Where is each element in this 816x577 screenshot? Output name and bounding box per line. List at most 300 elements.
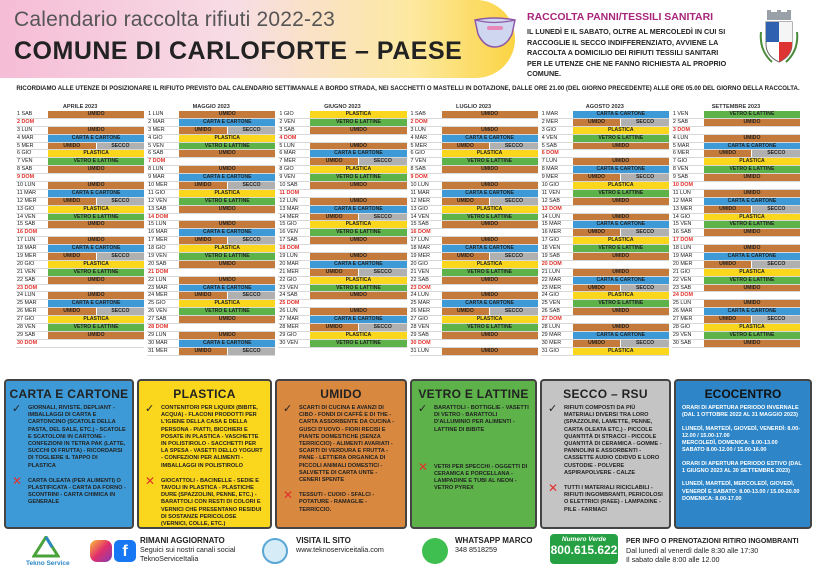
collection-secco: SECCO (621, 340, 669, 347)
legend-ecocentro (674, 379, 812, 529)
collection-umido: UMIDO (704, 316, 752, 323)
social-heading: RIMANI AGGIORNATO (140, 536, 225, 545)
day-row (541, 214, 669, 222)
collection-umido: UMIDO (442, 221, 538, 228)
search-icon[interactable] (262, 538, 288, 564)
info-line1: Dal lunedì al venerdì dalle 8:30 alle 17:30 (626, 546, 759, 555)
day-label: 15 SAB (17, 221, 36, 228)
day-label: 6 GIO (17, 150, 32, 157)
month-header: APRILE 2023 (62, 104, 98, 110)
collection-vetro-e-lattine: VETRO E LATTINE (704, 332, 800, 339)
day-row (672, 237, 800, 245)
panni-body: IL LUNEDÌ E IL SABATO, OLTRE AL MERCOLEDÌ IN CUI SI RACCOGLIE IL SECCO INDIFFERENZIATO, AVVIENE LA RACCOLTA A DOMICILIO DEI RIFIUTI TESSILI SANITARI PER LE UTENZE CHE NE FANNO RICHIESTA AL PROPRIO COMUNE. (527, 27, 727, 78)
day-row (672, 324, 800, 332)
day-label: 13 SAB (148, 205, 167, 212)
collection-umido: UMIDO (573, 308, 669, 315)
month-header: AGOSTO 2023 (585, 104, 624, 110)
eco-winter-line1: LUNEDÌ, MARTEDÌ, GIOVEDÌ, VENERDÌ: 8.00-12.00 / 15.00-17.00 (682, 425, 800, 439)
day-label: 24 GIO (541, 292, 560, 299)
day-label: 10 LUN (410, 182, 429, 189)
day-row (541, 150, 669, 158)
check-icon: ✓ (145, 403, 155, 415)
day-row (16, 111, 144, 119)
facebook-icon[interactable]: f (114, 540, 136, 562)
day-row (16, 308, 144, 316)
collection-plastica: PLASTICA (48, 150, 144, 157)
day-label: 9 MAR (148, 174, 165, 181)
day-label: 20 SAB (148, 260, 167, 267)
check-icon: ✓ (418, 403, 428, 415)
day-row (16, 261, 144, 269)
day-label: 24 SAB (279, 292, 298, 299)
instagram-icon[interactable] (90, 540, 112, 562)
collection-umido: UMIDO (48, 237, 144, 244)
day-label: 12 MER (410, 197, 430, 204)
day-label: 20 GIO (410, 260, 428, 267)
collection-vetro-e-lattine: VETRO E LATTINE (704, 111, 800, 118)
collection-umido: UMIDO (179, 261, 275, 268)
collection-umido: UMIDO (310, 292, 406, 299)
collection-vetro-e-lattine: VETRO E LATTINE (442, 158, 538, 165)
whatsapp-icon[interactable] (422, 538, 448, 564)
collection-umido: UMIDO (48, 143, 96, 150)
day-row (278, 316, 406, 324)
day-row (410, 182, 538, 190)
eco-winter-line2: MERCOLEDÌ, DOMENICA: 8.00-13.00 (682, 440, 778, 447)
collection-umido: UMIDO (310, 324, 358, 331)
collection-plastica: PLASTICA (179, 135, 275, 142)
day-row (147, 174, 275, 182)
day-row (278, 277, 406, 285)
day-row (541, 316, 669, 324)
day-label: 3 DOM (672, 126, 690, 133)
collection-umido: UMIDO (179, 182, 227, 189)
day-row (541, 198, 669, 206)
day-row (16, 182, 144, 190)
cross-icon: ✕ (145, 473, 156, 488)
collection-umido: UMIDO (442, 237, 538, 244)
day-label: 16 VEN (279, 229, 298, 236)
collection-umido: UMIDO (704, 206, 752, 213)
collection-secco: SECCO (621, 285, 669, 292)
day-row (410, 174, 538, 182)
day-label: 14 VEN (410, 213, 430, 220)
day-row (278, 237, 406, 245)
day-label: 2 MER (541, 118, 559, 125)
day-row (541, 135, 669, 143)
day-label: 22 LUN (148, 276, 167, 283)
day-label: 14 DOM (148, 213, 169, 220)
day-label: 18 MAR (410, 245, 430, 252)
legend-umido-yes: SCARTI DI CUCINA E AVANZI DI CIBO - FONDI DI CAFFÈ E DI THE - CARTA ASSORBENTE DA CUCINA - GUSCI D'UOVO - FIORI RECISI E PIANTE DOMESTICHE (SENZA TERRICCIO) - ALIMENTI AVARIATI - SCARTI DI VERDURA E FRUTTA - PANE - LETTIERA ORGANICA DI PICCOLI ANIMALI DOMESTICI - SALVIETTE DI CARTA UNTE - CENERI SPENTE (299, 405, 395, 484)
day-row (672, 198, 800, 206)
brand-logo: Tekno Service (26, 560, 70, 567)
day-row (147, 277, 275, 285)
collection-vetro-e-lattine: VETRO E LATTINE (179, 198, 275, 205)
day-label: 24 LUN (410, 292, 429, 299)
collection-umido: UMIDO (179, 206, 275, 213)
day-row (410, 245, 538, 253)
collection-carta-e-cartone: CARTA E CARTONE (310, 206, 406, 213)
collection-umido: UMIDO (704, 340, 800, 347)
day-label: 29 VEN (672, 331, 692, 338)
collection-umido: UMIDO (48, 332, 144, 339)
day-label: 22 GIO (279, 276, 297, 283)
month-column (672, 103, 800, 358)
collection-carta-e-cartone: CARTA E CARTONE (48, 135, 144, 142)
collection-umido: UMIDO (442, 127, 538, 134)
collection-umido: UMIDO (48, 182, 144, 189)
collection-carta-e-cartone: CARTA E CARTONE (310, 261, 406, 268)
numero-verde-badge[interactable] (550, 534, 618, 564)
day-label: 23 MER (541, 284, 562, 291)
day-row (410, 300, 538, 308)
day-label: 26 MER (410, 308, 430, 315)
day-row (16, 135, 144, 143)
day-row (147, 198, 275, 206)
collection-plastica: PLASTICA (704, 269, 800, 276)
day-label: 14 GIO (672, 213, 691, 220)
collection-carta-e-cartone: CARTA E CARTONE (442, 190, 538, 197)
collection-umido: UMIDO (442, 332, 538, 339)
whatsapp-number[interactable]: 348 8518259 (455, 545, 497, 554)
day-label: 23 MAR (148, 284, 168, 291)
day-label: 27 GIO (17, 316, 35, 323)
collection-umido: UMIDO (442, 277, 538, 284)
collection-plastica: PLASTICA (442, 261, 538, 268)
day-row (410, 269, 538, 277)
day-row (541, 166, 669, 174)
collection-carta-e-cartone: CARTA E CARTONE (573, 111, 669, 118)
day-row (672, 214, 800, 222)
day-row (16, 127, 144, 135)
day-row (410, 166, 538, 174)
collection-umido: UMIDO (573, 143, 669, 150)
day-label: 8 GIO (279, 166, 294, 173)
day-row (672, 300, 800, 308)
collection-vetro-e-lattine: VETRO E LATTINE (48, 214, 144, 221)
day-row (672, 292, 800, 300)
collection-umido: UMIDO (573, 158, 669, 165)
collection-carta-e-cartone: CARTA E CARTONE (179, 229, 275, 236)
collection-plastica: PLASTICA (310, 221, 406, 228)
day-row (278, 135, 406, 143)
placement-notice: RICORDIAMO ALLE UTENZE DI POSIZIONARE IL RIFIUTO PREVISTO DAL CALENDARIO SETTIMANALE A BORDO STRADA, NEI SACCHETTI O MASTELLI IN DOTAZIONE, DALLE ORE 21.00 (DEL GIORNO PRECEDENTE) ALLE ORE 05.00 DEL GIORNO DELLA RACCOLTA. (16, 85, 800, 92)
collection-umido: UMIDO (573, 174, 621, 181)
day-label: 7 VEN (17, 158, 33, 165)
day-row (410, 158, 538, 166)
collection-umido: UMIDO (310, 308, 406, 315)
day-row (541, 182, 669, 190)
day-row (147, 340, 275, 348)
collection-umido: UMIDO (48, 111, 144, 118)
collection-umido: UMIDO (573, 229, 621, 236)
collection-vetro-e-lattine: VETRO E LATTINE (48, 269, 144, 276)
legend-umido-title: UMIDO (320, 387, 362, 401)
day-label: 1 GIO (279, 111, 294, 117)
site-block (296, 536, 384, 554)
day-row (672, 221, 800, 229)
collection-vetro-e-lattine: VETRO E LATTINE (310, 285, 406, 292)
day-row (16, 214, 144, 222)
day-label: 20 DOM (541, 260, 562, 267)
day-label: 17 SAB (279, 237, 298, 244)
day-label: 28 VEN (410, 324, 430, 331)
day-label: 2 SAB (672, 118, 689, 125)
day-label: 12 MAR (672, 197, 693, 204)
month-header: LUGLIO 2023 (456, 104, 492, 110)
eco-summer-line1: LUNEDÌ, MARTEDÌ, MERCOLEDÌ, GIOVEDÌ, VENERDÌ E SABATO: 8.00-13.00 / 15.00-20.00 (682, 481, 800, 495)
day-label: 28 DOM (148, 324, 169, 331)
day-label: 20 GIO (17, 260, 35, 267)
eco-summer-heading: ORARI DI APERTURA PERIODO ESTIVO (DAL 1 GIUGNO 2023 AL 30 SETTEMBRE 2023) (682, 460, 802, 475)
day-label: 25 VEN (541, 300, 561, 307)
collection-umido: UMIDO (573, 214, 669, 221)
day-label: 5 MAR (672, 142, 690, 149)
collection-carta-e-cartone: CARTA E CARTONE (573, 221, 669, 228)
day-row (278, 261, 406, 269)
day-label: 16 DOM (410, 229, 431, 236)
collection-umido: UMIDO (48, 253, 96, 260)
day-row (278, 332, 406, 340)
day-label: 4 LUN (672, 134, 689, 141)
collection-plastica: PLASTICA (573, 182, 669, 189)
day-row (541, 245, 669, 253)
day-label: 10 GIO (541, 182, 560, 189)
info-block (626, 536, 799, 564)
legend-umido (275, 379, 407, 529)
collection-plastica: PLASTICA (179, 300, 275, 307)
day-label: 19 MER (410, 253, 430, 260)
day-label: 8 SAB (17, 166, 33, 173)
collection-umido: UMIDO (704, 119, 800, 126)
collection-vetro-e-lattine: VETRO E LATTINE (704, 166, 800, 173)
day-row (410, 198, 538, 206)
cross-icon: ✕ (12, 473, 23, 488)
day-row (278, 292, 406, 300)
day-row (278, 221, 406, 229)
day-row (672, 158, 800, 166)
day-label: 1 SAB (17, 111, 33, 117)
day-label: 11 MAR (17, 189, 37, 196)
day-row (410, 308, 538, 316)
day-label: 31 MER (148, 347, 168, 354)
day-row (541, 143, 669, 151)
collection-umido: UMIDO (310, 237, 406, 244)
legend-secco-title: SECCO – RSU (563, 387, 648, 401)
day-row (147, 221, 275, 229)
collection-umido: UMIDO (573, 285, 621, 292)
collection-secco: SECCO (359, 158, 407, 165)
collection-umido: UMIDO (573, 119, 621, 126)
collection-umido: UMIDO (179, 316, 275, 323)
day-row (16, 198, 144, 206)
collection-umido: UMIDO (442, 111, 538, 118)
day-label: 28 VEN (17, 324, 36, 331)
day-row (410, 119, 538, 127)
collection-umido: UMIDO (310, 158, 358, 165)
collection-secco: SECCO (490, 253, 538, 260)
collection-vetro-e-lattine: VETRO E LATTINE (310, 174, 406, 181)
day-label: 27 GIO (410, 316, 428, 323)
day-label: 23 SAB (672, 284, 692, 291)
day-row (278, 198, 406, 206)
day-label: 3 SAB (279, 126, 295, 133)
day-row (672, 182, 800, 190)
collection-plastica: PLASTICA (704, 324, 800, 331)
day-row (16, 174, 144, 182)
numero-verde-number: 800.615.622 (550, 543, 618, 557)
day-row (410, 316, 538, 324)
day-row (147, 143, 275, 151)
site-url[interactable]: www.teknoserviceitalia.com (296, 545, 384, 554)
day-label: 1 VEN (672, 111, 689, 117)
day-row (410, 261, 538, 269)
day-label: 17 LUN (410, 237, 429, 244)
eco-winter-heading: ORARI DI APERTURA PERIODO INVERNALE (DAL 1 OTTOBRE 2022 AL 31 MAGGIO 2023) (682, 405, 799, 419)
collection-carta-e-cartone: CARTA E CARTONE (573, 277, 669, 284)
collection-vetro-e-lattine: VETRO E LATTINE (310, 229, 406, 236)
day-row (541, 190, 669, 198)
month-column (278, 103, 406, 358)
day-label: 9 MER (541, 174, 559, 181)
day-label: 7 DOM (148, 158, 166, 165)
day-label: 3 MER (148, 126, 165, 133)
day-row (541, 127, 669, 135)
day-label: 27 DOM (541, 316, 562, 323)
day-label: 15 SAB (410, 221, 429, 228)
day-row (672, 340, 800, 348)
day-label: 5 LUN (279, 142, 295, 149)
collection-plastica: PLASTICA (48, 206, 144, 213)
day-row (278, 214, 406, 222)
day-label: 14 VEN (17, 213, 36, 220)
day-label: 8 MAR (541, 166, 559, 173)
collection-secco: SECCO (752, 316, 800, 323)
day-label: 2 VEN (279, 118, 295, 125)
day-label: 22 SAB (17, 276, 36, 283)
day-label: 22 VEN (672, 276, 692, 283)
collection-secco: SECCO (228, 182, 276, 189)
waste-legend (4, 379, 812, 529)
day-label: 21 VEN (17, 268, 36, 275)
day-row (410, 190, 538, 198)
day-row (278, 143, 406, 151)
day-row (541, 229, 669, 237)
collection-umido: UMIDO (704, 190, 800, 197)
day-label: 6 GIO (410, 150, 425, 157)
day-label: 31 LUN (410, 347, 429, 354)
day-row (16, 300, 144, 308)
collection-umido: UMIDO (48, 221, 144, 228)
social-handle[interactable]: TeknoServiceItalia (140, 554, 199, 563)
day-label: 9 SAB (672, 174, 689, 181)
panni-heading: RACCOLTA PANNI/TESSILI SANITARI (527, 11, 714, 23)
day-row (410, 237, 538, 245)
day-row (541, 158, 669, 166)
day-row (278, 285, 406, 293)
day-label: 21 GIO (672, 268, 691, 275)
collection-plastica: PLASTICA (573, 348, 669, 355)
collection-vetro-e-lattine: VETRO E LATTINE (179, 253, 275, 260)
info-line2: Il sabato dalle 8:00 alle 12.00 (626, 555, 720, 564)
collection-plastica: PLASTICA (573, 127, 669, 134)
collection-carta-e-cartone: CARTA E CARTONE (179, 340, 275, 347)
legend-carta-yes: GIORNALI, RIVISTE, DEPLIANT - IMBALLAGGI DI CARTA E CARTONCINO (SCATOLE DELLA PASTA, DEL SALE, ETC.) - SCATOLE E SCATOLONI IN CARTONE - CONFEZIONI IN TETRA PAK (LATTE, SUCCHI DI FRUTTA) - RICORDARSI DI TOGLIERE IL TAPPO DI PLASTICA (28, 405, 126, 469)
collection-plastica: PLASTICA (179, 245, 275, 252)
day-label: 29 SAB (410, 331, 429, 338)
collection-vetro-e-lattine: VETRO E LATTINE (48, 324, 144, 331)
collection-secco: SECCO (621, 229, 669, 236)
month-column (16, 103, 144, 358)
cross-icon: ✕ (283, 488, 294, 503)
day-row (672, 190, 800, 198)
day-label: 13 DOM (541, 205, 562, 212)
day-row (278, 206, 406, 214)
municipal-crest-icon (758, 10, 800, 66)
day-row (16, 269, 144, 277)
day-label: 9 DOM (410, 174, 428, 181)
day-label: 24 DOM (672, 292, 693, 299)
day-label: 9 DOM (17, 174, 35, 181)
day-label: 18 VEN (541, 245, 561, 252)
day-label: 23 DOM (410, 284, 431, 291)
day-row (672, 269, 800, 277)
day-row (16, 285, 144, 293)
day-row (147, 308, 275, 316)
day-label: 26 VEN (148, 308, 167, 315)
collection-secco: SECCO (359, 324, 407, 331)
day-row (278, 119, 406, 127)
day-row (147, 237, 275, 245)
day-label: 6 MER (672, 150, 690, 157)
collection-secco: SECCO (752, 206, 800, 213)
day-label: 11 LUN (672, 189, 691, 196)
collection-vetro-e-lattine: VETRO E LATTINE (179, 143, 275, 150)
day-label: 24 MER (148, 292, 168, 299)
day-label: 16 MAR (148, 229, 168, 236)
recycle-logo-icon (32, 536, 60, 558)
day-row (278, 245, 406, 253)
day-row (410, 135, 538, 143)
collection-carta-e-cartone: CARTA E CARTONE (310, 150, 406, 157)
day-row (278, 127, 406, 135)
collection-umido: UMIDO (310, 182, 406, 189)
legend-carta-no: CARTA OLEATA (PER ALIMENTI) O PLASTIFICATA - CARTA DA FORNO - SCONTRINI - CARTA CHIMICA IN GENERALE (28, 477, 126, 506)
collection-umido: UMIDO (442, 348, 538, 355)
collection-umido: UMIDO (179, 332, 275, 339)
day-row (147, 229, 275, 237)
collection-plastica: PLASTICA (442, 316, 538, 323)
day-label: 7 LUN (541, 158, 557, 165)
collection-umido: UMIDO (442, 166, 538, 173)
day-label: 28 MER (279, 324, 299, 331)
collection-secco: SECCO (490, 143, 538, 150)
day-label: 13 MAR (279, 205, 299, 212)
collection-secco: SECCO (97, 143, 145, 150)
collection-umido: UMIDO (704, 245, 800, 252)
collection-secco: SECCO (228, 348, 276, 355)
day-row (672, 277, 800, 285)
day-label: 16 MER (541, 229, 562, 236)
day-label: 11 DOM (279, 189, 300, 196)
day-row (147, 332, 275, 340)
day-label: 21 DOM (148, 268, 169, 275)
day-label: 3 GIO (541, 126, 557, 133)
day-label: 17 GIO (541, 237, 560, 244)
day-label: 4 VEN (541, 134, 558, 141)
day-row (672, 143, 800, 151)
